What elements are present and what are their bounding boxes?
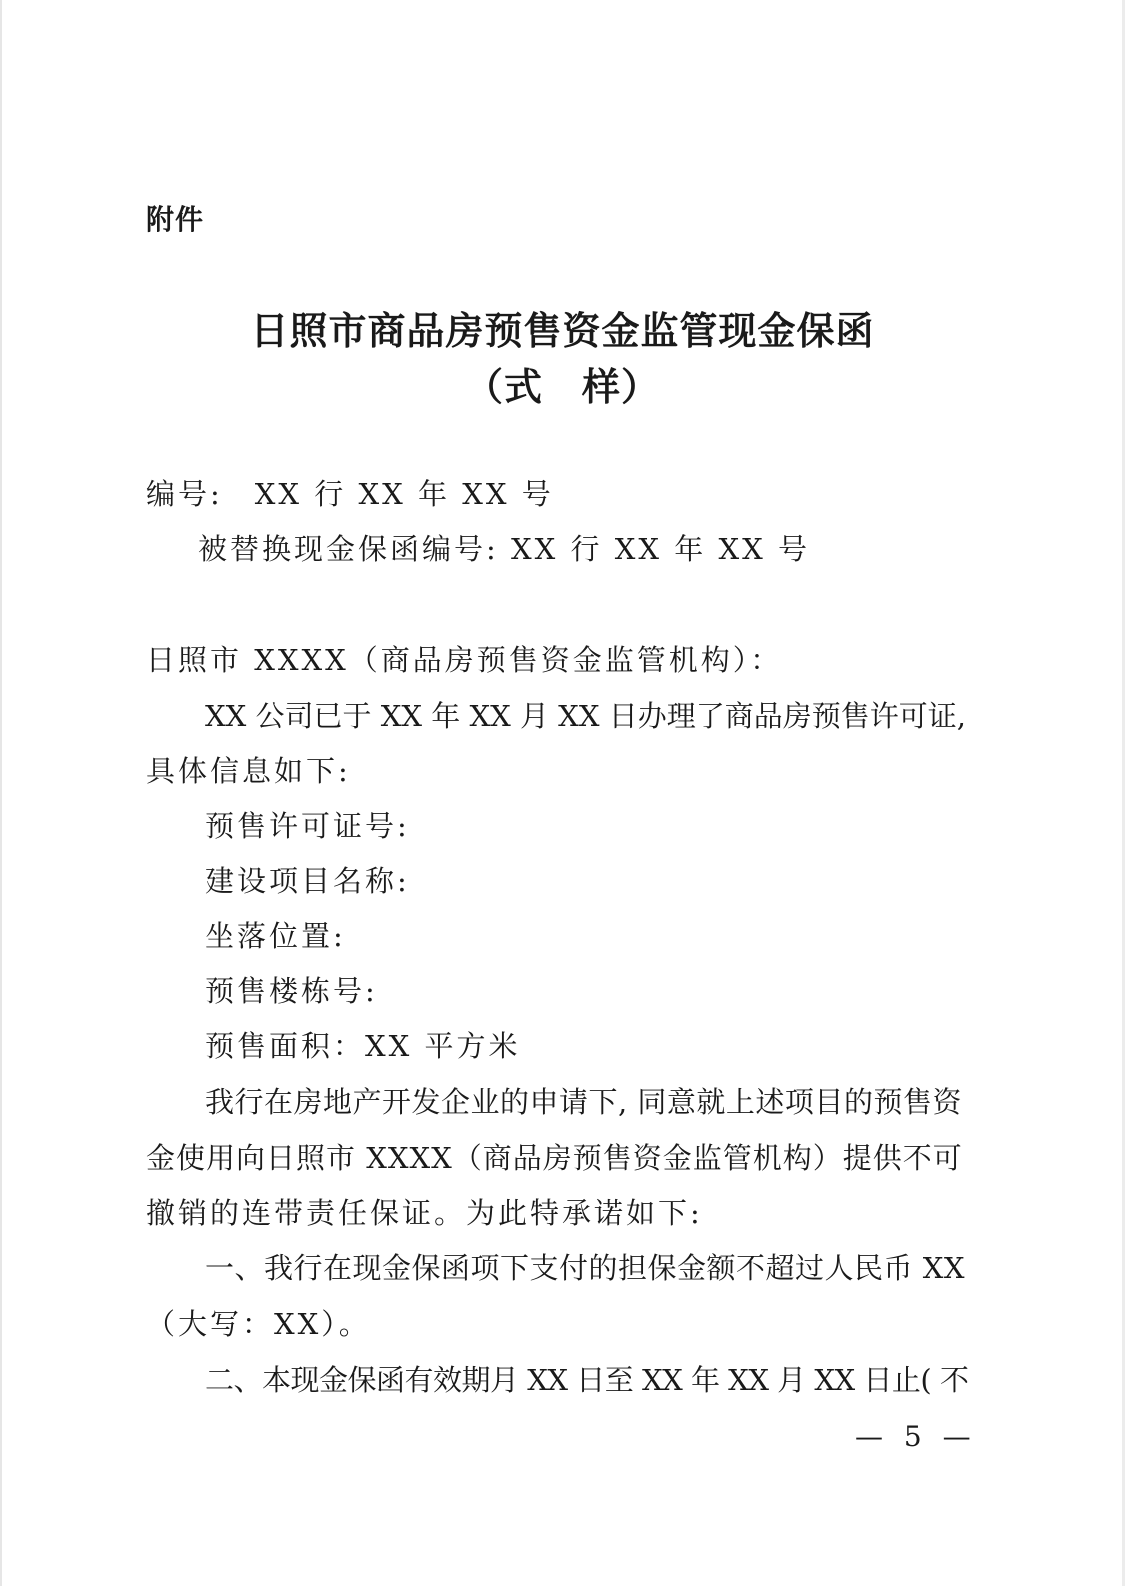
info-field-location: 坐落位置: xyxy=(205,919,346,953)
paragraph2-line3: 撤销的连带责任保证。为此特承诺如下: xyxy=(146,1196,703,1230)
info-field-presale-area: 预售面积：XX 平方米 xyxy=(205,1029,521,1063)
page-number: — 5 — xyxy=(855,1420,977,1453)
document-number: 编号: XX 行 XX 年 XX 号 xyxy=(146,477,554,511)
clause2-line1: 二、本现金保函有效期月 XX 日至 XX 年 XX 月 XX 日止( 不 xyxy=(205,1363,969,1397)
clause1-line1: 一、我行在现金保函项下支付的担保金额不超过人民币 XX xyxy=(205,1251,966,1285)
info-field-permit-number: 预售许可证号: xyxy=(205,809,410,843)
attachment-label: 附件 xyxy=(146,203,205,236)
page-edge-left xyxy=(0,0,2,1586)
document-subtitle: （式 样） xyxy=(464,364,660,409)
paragraph1-line2: 具体信息如下: xyxy=(146,754,351,788)
paragraph2-line2: 金使用向日照市 XXXX（商品房预售资金监管机构）提供不可 xyxy=(146,1141,963,1175)
replaced-document-number: 被替换现金保函编号: XX 行 XX 年 XX 号 xyxy=(198,532,810,566)
salutation: 日照市 XXXX（商品房预售资金监管机构）： xyxy=(146,643,783,677)
document-title: 日照市商品房预售资金监管现金保函 xyxy=(250,308,875,353)
paragraph2-line1: 我行在房地产开发企业的申请下, 同意就上述项目的预售资 xyxy=(205,1085,962,1119)
info-field-project-name: 建设项目名称: xyxy=(205,864,410,898)
paragraph1-line1: XX 公司已于 XX 年 XX 月 XX 日办理了商品房预售许可证, xyxy=(205,699,966,733)
clause1-line2: （大写：XX）。 xyxy=(146,1307,371,1341)
info-field-building-number: 预售楼栋号: xyxy=(205,974,378,1008)
